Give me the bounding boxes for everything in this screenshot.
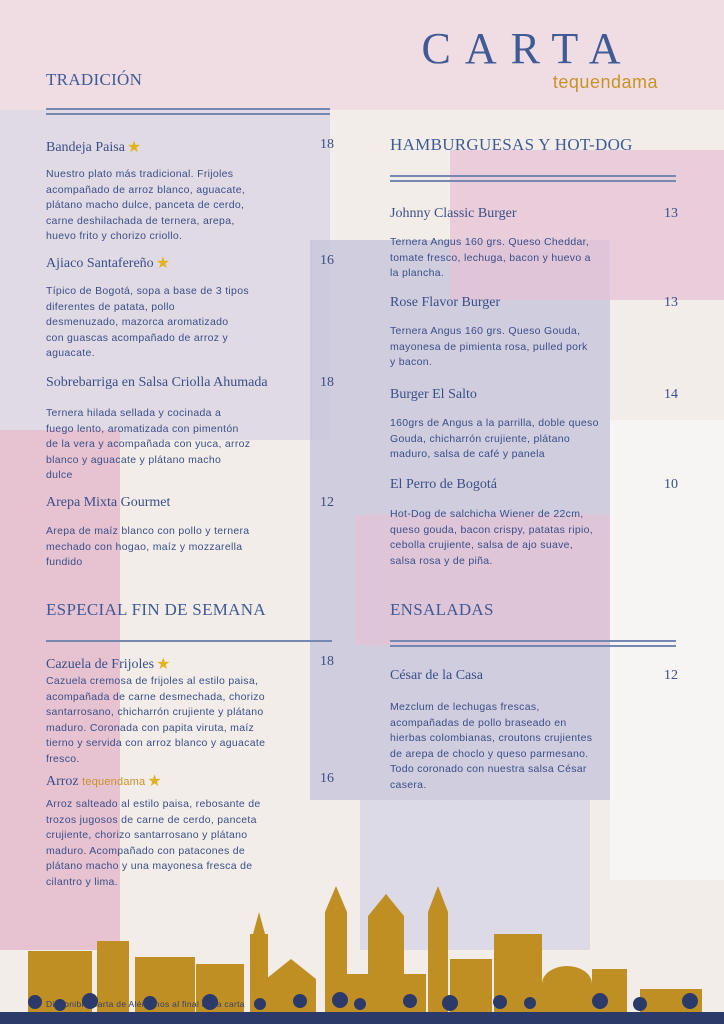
item-name: Rose Flavor Burger	[390, 295, 501, 310]
star-icon: ★	[147, 773, 162, 790]
item-name: El Perro de Bogotá	[390, 477, 497, 492]
section-divider	[390, 175, 676, 177]
item-description: Mezclum de lechugas frescas, acompañadas de pollo braseado en hierbas colombianas, croutons crujientes de arepa de choclo y queso parmesano. Todo coronado con nuestra salsa César casera.	[390, 701, 593, 791]
item-description: Hot-Dog de salchicha Wiener de 22cm, queso gouda, bacon crispy, patatas ripio, cebolla crujiente, salsa de ajo suave, salsa rosa y de piña.	[390, 508, 593, 567]
brand-logo: tequendama	[552, 72, 658, 92]
item-price: 16	[320, 771, 334, 786]
brand-header	[388, 24, 658, 93]
item-price: 18	[320, 137, 334, 152]
item-description: Ternera hilada sellada y cocinada a fuego lento, aromatizada con pimentón de la vera y acompañada con yuca, arroz blanco y aguacate y plátano macho dulce	[46, 407, 251, 481]
section-divider	[46, 640, 332, 642]
item-price: 16	[320, 253, 334, 268]
item-name: Arroz tequendama ★	[46, 773, 162, 790]
allergen-note: Disponible Carta de Alérgenos al final de la carta	[46, 999, 245, 1009]
item-name: Sobrebarriga en Salsa Criolla Ahumada	[46, 375, 268, 390]
item-price: 10	[664, 477, 678, 492]
item-price: 13	[664, 295, 678, 310]
item-description: Cazuela cremosa de frijoles al estilo paisa, acompañada de carne desmechada, chorizo santarrosano, chicharrón crujiente y plátano maduro. Coronada con papita viruta, maíz tierno y servida con arroz blanco y aguacate fresco.	[46, 675, 266, 765]
section-title-tradicion: TRADICIÓN	[46, 70, 143, 89]
item-description: Arepa de maíz blanco con pollo y ternera mechado con hogao, maíz y mozzarella fundido	[46, 525, 250, 568]
item-name: Arepa Mixta Gourmet	[46, 495, 171, 510]
item-name: Johnny Classic Burger	[390, 206, 517, 221]
brand-logo-inline: tequendama	[82, 776, 146, 788]
item-description: Ternera Angus 160 grs. Queso Gouda, mayonesa de pimienta rosa, pulled pork y bacon.	[390, 325, 588, 368]
item-price: 14	[664, 387, 678, 402]
star-icon: ★	[155, 255, 171, 272]
item-description: 160grs de Angus a la parrilla, doble queso Gouda, chicharrón crujiente, plátano maduro, salsa de café y panela	[390, 417, 599, 460]
item-name: Ajiaco Santafereño ★	[46, 255, 171, 272]
item-price: 18	[320, 654, 334, 669]
item-description: Arroz salteado al estilo paisa, rebosante de trozos jugosos de carne de cerdo, panceta crujiente, chorizo santarrosano y plátano maduro. Acompañado con patacones de plátano macho y una mayonesa fresca de cilantro y lima.	[46, 798, 261, 888]
section-title-hamburguesas: HAMBURGUESAS Y HOT-DOG	[390, 135, 633, 154]
item-price: 18	[320, 375, 334, 390]
item-description: Ternera Angus 160 grs. Queso Cheddar, tomate fresco, lechuga, bacon y huevo a la plancha.	[390, 236, 591, 279]
item-name: Cazuela de Frijoles ★	[46, 656, 171, 673]
item-price: 12	[664, 668, 678, 683]
section-title-ensaladas: ENSALADAS	[390, 600, 494, 619]
item-name: Burger El Salto	[390, 387, 477, 402]
section-title-especial: ESPECIAL FIN DE SEMANA	[46, 600, 266, 619]
item-description: Nuestro plato más tradicional. Frijoles acompañado de arroz blanco, aguacate, plátano macho dulce, panceta de cerdo, carne deshilachada de ternera, arepa, huevo frito y chorizo criollo.	[46, 168, 246, 242]
item-name: Bandeja Paisa ★	[46, 139, 142, 156]
page-title: CARTA	[421, 24, 635, 73]
section-divider	[46, 108, 330, 110]
star-icon: ★	[156, 656, 171, 673]
item-name: César de la Casa	[390, 668, 483, 683]
section-divider	[390, 640, 676, 642]
star-icon: ★	[126, 139, 142, 156]
item-description: Típico de Bogotá, sopa a base de 3 tipos diferentes de patata, pollo desmenuzado, mazorca aromatizado con guascas acompañado de arroz y aguacate.	[46, 285, 249, 359]
item-price: 12	[320, 495, 334, 510]
item-price: 13	[664, 206, 678, 221]
